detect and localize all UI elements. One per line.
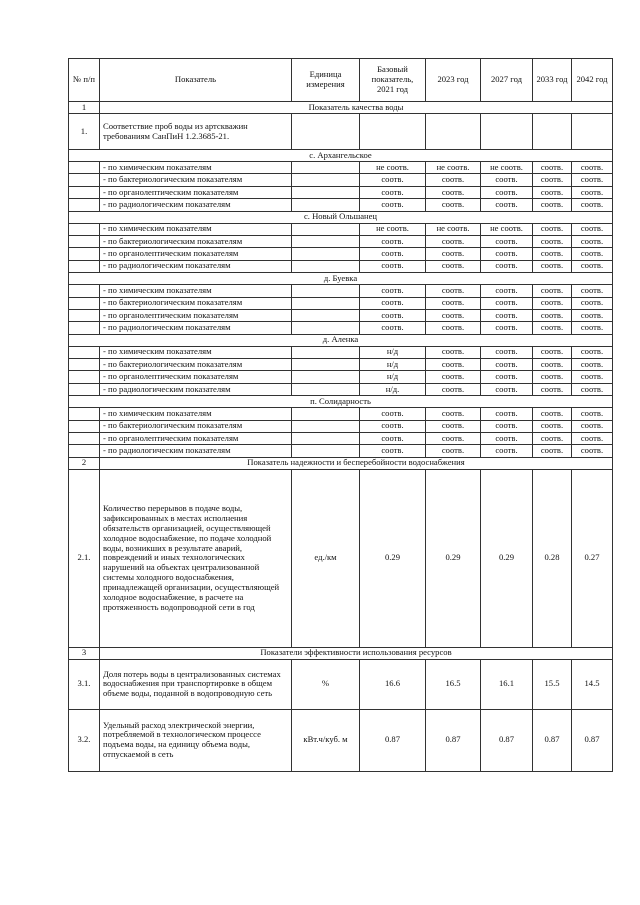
value-base: соотв.: [360, 297, 426, 309]
section-num: 1: [69, 102, 100, 114]
value-2033: 0.87: [533, 709, 572, 771]
village-name: п. Солидарность: [69, 396, 613, 408]
value-base: 0.29: [360, 469, 426, 647]
indicator-row: [69, 383, 613, 395]
empty-cell: [426, 114, 481, 150]
row-unit: [292, 235, 360, 247]
value-2042: соотв.: [572, 420, 613, 432]
value-base: н/д: [360, 346, 426, 358]
empty-cell: [360, 114, 426, 150]
value-2027: соотв.: [481, 359, 533, 371]
value-2033: соотв.: [533, 297, 572, 309]
village-name: д. Буевка: [69, 273, 613, 285]
value-2033: соотв.: [533, 322, 572, 334]
value-2033: соотв.: [533, 223, 572, 235]
indicator-label: - по бактериологическим показателям: [100, 420, 292, 432]
value-2042: 0.87: [572, 709, 613, 771]
item-text: Соответствие проб воды из артскважин требованиям СанПиН 1.2.3685-21.: [100, 114, 292, 150]
value-2033: соотв.: [533, 408, 572, 420]
village-header-row: [69, 150, 613, 162]
row-unit: [292, 248, 360, 260]
value-2042: соотв.: [572, 285, 613, 297]
section-row-1: [69, 102, 613, 114]
indicator-row: [69, 223, 613, 235]
empty-cell: [69, 371, 100, 383]
indicator-label: - по химическим показателям: [100, 223, 292, 235]
indicator-row: [69, 346, 613, 358]
value-2023: соотв.: [426, 248, 481, 260]
value-base: соотв.: [360, 309, 426, 321]
value-2042: соотв.: [572, 322, 613, 334]
value-2042: соотв.: [572, 383, 613, 395]
indicator-label: - по органолептическим показателям: [100, 186, 292, 198]
header-unit: Единица измерения: [292, 59, 360, 102]
item-text: Доля потерь воды в централизованных системах водоснабжения при транспортировке в общем объеме воды, поданной в водопроводную сеть: [100, 659, 292, 709]
value-2027: соотв.: [481, 346, 533, 358]
value-2033: соотв.: [533, 162, 572, 174]
row-unit: [292, 199, 360, 211]
row-unit: [292, 186, 360, 198]
header-indicator: Показатель: [100, 59, 292, 102]
value-2023: не соотв.: [426, 162, 481, 174]
header-base: Базовый показатель, 2021 год: [360, 59, 426, 102]
value-2027: соотв.: [481, 235, 533, 247]
indicator-label: - по радиологическим показателям: [100, 199, 292, 211]
value-base: соотв.: [360, 248, 426, 260]
value-2033: соотв.: [533, 359, 572, 371]
value-2033: соотв.: [533, 186, 572, 198]
value-2023: соотв.: [426, 346, 481, 358]
indicator-row: [69, 309, 613, 321]
indicator-row: [69, 322, 613, 334]
indicators-table: [68, 58, 613, 772]
value-2042: соотв.: [572, 445, 613, 457]
value-2042: соотв.: [572, 359, 613, 371]
item-num: 2.1.: [69, 469, 100, 647]
indicator-row: [69, 359, 613, 371]
value-2027: соотв.: [481, 285, 533, 297]
value-2042: соотв.: [572, 235, 613, 247]
value-base: соотв.: [360, 285, 426, 297]
indicator-row: [69, 371, 613, 383]
indicator-label: - по химическим показателям: [100, 408, 292, 420]
section-title: Показатели эффективности использования ресурсов: [100, 647, 613, 659]
value-2033: 15.5: [533, 659, 572, 709]
header-num: № п/п: [69, 59, 100, 102]
value-2042: соотв.: [572, 433, 613, 445]
indicator-label: - по бактериологическим показателям: [100, 174, 292, 186]
value-2027: 0.87: [481, 709, 533, 771]
header-2033: 2033 год: [533, 59, 572, 102]
item-num: 3.2.: [69, 709, 100, 771]
indicator-row: [69, 248, 613, 260]
value-2027: соотв.: [481, 445, 533, 457]
value-2023: соотв.: [426, 322, 481, 334]
value-2023: соотв.: [426, 260, 481, 272]
empty-cell: [69, 297, 100, 309]
row-unit: [292, 359, 360, 371]
value-2027: соотв.: [481, 420, 533, 432]
empty-cell: [69, 433, 100, 445]
value-2023: соотв.: [426, 285, 481, 297]
value-base: соотв.: [360, 420, 426, 432]
indicator-label: - по органолептическим показателям: [100, 248, 292, 260]
value-2042: соотв.: [572, 408, 613, 420]
value-2033: 0.28: [533, 469, 572, 647]
indicator-row: [69, 199, 613, 211]
indicator-row: [69, 260, 613, 272]
indicator-row: [69, 162, 613, 174]
value-2033: соотв.: [533, 285, 572, 297]
value-2042: соотв.: [572, 162, 613, 174]
row-unit: [292, 420, 360, 432]
value-2023: соотв.: [426, 371, 481, 383]
value-2023: соотв.: [426, 420, 481, 432]
empty-cell: [69, 346, 100, 358]
indicator-row: [69, 445, 613, 457]
value-2023: соотв.: [426, 199, 481, 211]
value-base: 16.6: [360, 659, 426, 709]
empty-cell: [69, 235, 100, 247]
empty-cell: [69, 199, 100, 211]
value-2023: соотв.: [426, 433, 481, 445]
row-unit: [292, 260, 360, 272]
village-name: с. Архангельское: [69, 150, 613, 162]
item-row-2-1: [69, 469, 613, 647]
empty-cell: [69, 359, 100, 371]
value-2027: не соотв.: [481, 223, 533, 235]
item-unit: %: [292, 659, 360, 709]
indicator-row: [69, 174, 613, 186]
value-base: не соотв.: [360, 223, 426, 235]
indicator-label: - по органолептическим показателям: [100, 309, 292, 321]
indicator-label: - по органолептическим показателям: [100, 433, 292, 445]
header-2023: 2023 год: [426, 59, 481, 102]
section-num: 3: [69, 647, 100, 659]
row-unit: [292, 285, 360, 297]
value-2042: соотв.: [572, 199, 613, 211]
value-2023: соотв.: [426, 359, 481, 371]
row-unit: [292, 408, 360, 420]
row-unit: [292, 433, 360, 445]
value-2023: соотв.: [426, 408, 481, 420]
indicator-row: [69, 186, 613, 198]
empty-cell: [292, 114, 360, 150]
village-header-row: [69, 396, 613, 408]
value-base: не соотв.: [360, 162, 426, 174]
item-row-1-1: [69, 114, 613, 150]
value-2023: соотв.: [426, 309, 481, 321]
item-num: 3.1.: [69, 659, 100, 709]
value-2027: соотв.: [481, 174, 533, 186]
value-2023: 0.29: [426, 469, 481, 647]
value-2033: соотв.: [533, 346, 572, 358]
empty-cell: [69, 309, 100, 321]
village-header-row: [69, 334, 613, 346]
header-row: [69, 59, 613, 102]
value-base: 0.87: [360, 709, 426, 771]
value-2042: соотв.: [572, 371, 613, 383]
item-text: Удельный расход электрической энергии, потребляемой в технологическом процессе подъема воды, на единицу объема воды, отпускаемой в сеть: [100, 709, 292, 771]
value-2042: соотв.: [572, 297, 613, 309]
value-2042: соотв.: [572, 174, 613, 186]
value-2033: соотв.: [533, 309, 572, 321]
value-2042: 14.5: [572, 659, 613, 709]
indicator-label: - по бактериологическим показателям: [100, 297, 292, 309]
item-unit: кВт.ч/куб. м: [292, 709, 360, 771]
indicator-label: - по радиологическим показателям: [100, 445, 292, 457]
section-row-2: [69, 457, 613, 469]
value-2023: соотв.: [426, 186, 481, 198]
value-base: соотв.: [360, 322, 426, 334]
value-base: соотв.: [360, 186, 426, 198]
value-2023: соотв.: [426, 297, 481, 309]
row-unit: [292, 322, 360, 334]
indicator-label: - по химическим показателям: [100, 346, 292, 358]
empty-cell: [69, 285, 100, 297]
value-2033: соотв.: [533, 235, 572, 247]
indicator-row: [69, 408, 613, 420]
value-base: н/д: [360, 359, 426, 371]
value-base: соотв.: [360, 445, 426, 457]
empty-cell: [69, 174, 100, 186]
value-2027: соотв.: [481, 408, 533, 420]
value-2023: соотв.: [426, 383, 481, 395]
value-2023: не соотв.: [426, 223, 481, 235]
value-2033: соотв.: [533, 260, 572, 272]
value-2027: соотв.: [481, 322, 533, 334]
value-2027: 0.29: [481, 469, 533, 647]
indicator-label: - по бактериологическим показателям: [100, 359, 292, 371]
indicator-label: - по радиологическим показателям: [100, 322, 292, 334]
section-num: 2: [69, 457, 100, 469]
empty-cell: [572, 114, 613, 150]
value-2027: не соотв.: [481, 162, 533, 174]
value-2027: соотв.: [481, 309, 533, 321]
empty-cell: [69, 223, 100, 235]
indicator-row: [69, 297, 613, 309]
item-text: Количество перерывов в подаче воды, зафиксированных в местах исполнения обязательств организацией, осуществляющей холодное водоснабжение, по подаче холодной воды, возникших в результате аварий, повреждений и иных технологических нарушений на объектах централизованной системы холодного водоснабжения, принадлежащей организации, осуществляющей холодное водоснабжение, в расчете на протяженность водопроводной сети в год: [100, 469, 292, 647]
indicator-label: - по химическим показателям: [100, 162, 292, 174]
indicator-row: [69, 420, 613, 432]
empty-cell: [69, 248, 100, 260]
indicator-row: [69, 285, 613, 297]
value-base: соотв.: [360, 408, 426, 420]
value-2023: соотв.: [426, 445, 481, 457]
row-unit: [292, 346, 360, 358]
section-title: Показатель надежности и бесперебойности водоснабжения: [100, 457, 613, 469]
empty-cell: [69, 420, 100, 432]
value-2042: соотв.: [572, 223, 613, 235]
value-2027: соотв.: [481, 248, 533, 260]
value-2042: соотв.: [572, 309, 613, 321]
row-unit: [292, 383, 360, 395]
value-base: соотв.: [360, 199, 426, 211]
indicator-label: - по химическим показателям: [100, 285, 292, 297]
value-2027: соотв.: [481, 383, 533, 395]
village-header-row: [69, 211, 613, 223]
value-2033: соотв.: [533, 174, 572, 186]
indicator-label: - по радиологическим показателям: [100, 260, 292, 272]
value-2027: соотв.: [481, 186, 533, 198]
value-base: соотв.: [360, 433, 426, 445]
value-2023: 0.87: [426, 709, 481, 771]
section-title: Показатель качества воды: [100, 102, 613, 114]
value-2042: соотв.: [572, 248, 613, 260]
value-2033: соотв.: [533, 420, 572, 432]
value-2027: соотв.: [481, 433, 533, 445]
item-row-3-1: [69, 659, 613, 709]
empty-cell: [69, 162, 100, 174]
row-unit: [292, 297, 360, 309]
value-2042: соотв.: [572, 186, 613, 198]
value-2027: соотв.: [481, 199, 533, 211]
value-2033: соотв.: [533, 248, 572, 260]
value-2023: соотв.: [426, 174, 481, 186]
section-row-3: [69, 647, 613, 659]
item-num: 1.: [69, 114, 100, 150]
header-2027: 2027 год: [481, 59, 533, 102]
row-unit: [292, 371, 360, 383]
empty-cell: [69, 186, 100, 198]
value-base: н/д.: [360, 383, 426, 395]
indicator-label: - по радиологическим показателям: [100, 383, 292, 395]
indicator-label: - по органолептическим показателям: [100, 371, 292, 383]
value-2033: соотв.: [533, 371, 572, 383]
empty-cell: [69, 408, 100, 420]
empty-cell: [69, 260, 100, 272]
row-unit: [292, 162, 360, 174]
empty-cell: [69, 322, 100, 334]
item-unit: ед./км: [292, 469, 360, 647]
empty-cell: [69, 445, 100, 457]
item-row-3-2: [69, 709, 613, 771]
village-name: д. Аленка: [69, 334, 613, 346]
header-2042: 2042 год: [572, 59, 613, 102]
empty-cell: [69, 383, 100, 395]
indicator-label: - по бактериологическим показателям: [100, 235, 292, 247]
value-2033: соотв.: [533, 383, 572, 395]
row-unit: [292, 309, 360, 321]
value-2033: соотв.: [533, 445, 572, 457]
value-base: соотв.: [360, 174, 426, 186]
empty-cell: [533, 114, 572, 150]
indicator-row: [69, 433, 613, 445]
empty-cell: [481, 114, 533, 150]
value-2027: соотв.: [481, 297, 533, 309]
village-header-row: [69, 273, 613, 285]
row-unit: [292, 223, 360, 235]
value-base: соотв.: [360, 260, 426, 272]
value-2023: 16.5: [426, 659, 481, 709]
value-2023: соотв.: [426, 235, 481, 247]
value-2027: 16.1: [481, 659, 533, 709]
value-2033: соотв.: [533, 199, 572, 211]
value-2042: соотв.: [572, 260, 613, 272]
value-2042: соотв.: [572, 346, 613, 358]
value-base: н/д: [360, 371, 426, 383]
row-unit: [292, 445, 360, 457]
value-base: соотв.: [360, 235, 426, 247]
value-2027: соотв.: [481, 371, 533, 383]
value-2042: 0.27: [572, 469, 613, 647]
value-2027: соотв.: [481, 260, 533, 272]
value-2033: соотв.: [533, 433, 572, 445]
village-name: с. Новый Ольшанец: [69, 211, 613, 223]
indicator-row: [69, 235, 613, 247]
row-unit: [292, 174, 360, 186]
